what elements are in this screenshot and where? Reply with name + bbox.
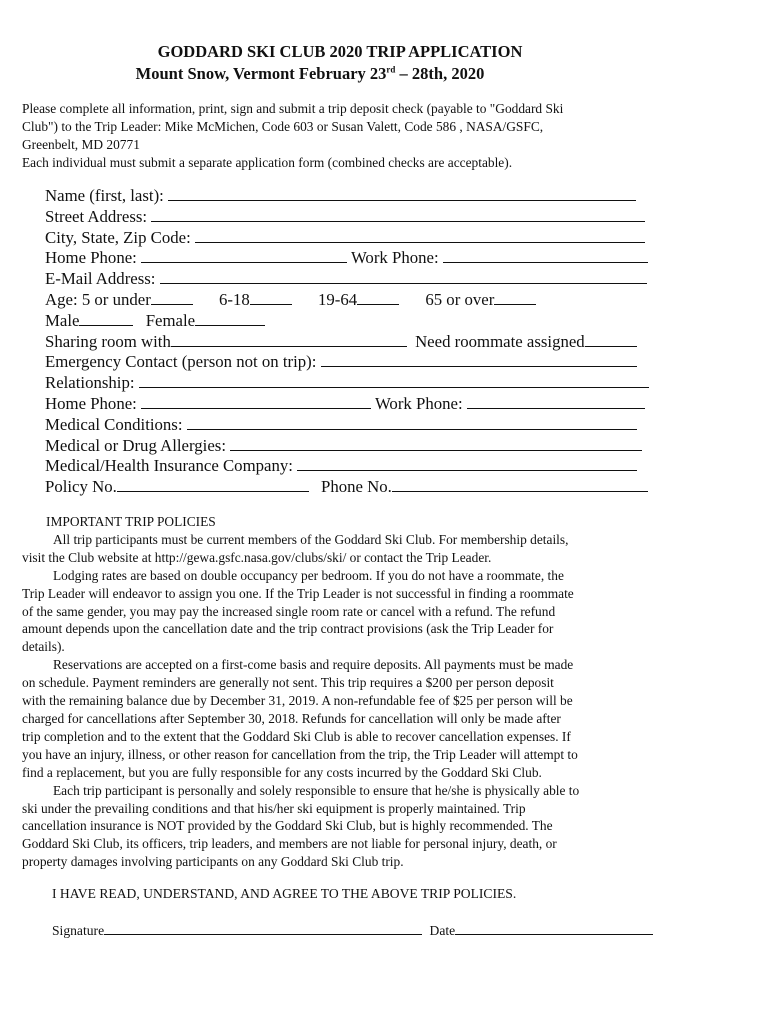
city-label: City, State, Zip Code: [45, 227, 191, 247]
policy-line: with the remaining balance due by December 31, 2019. A non-refundable fee of $25 per person will be [22, 693, 573, 709]
age-5-label: 5 or under [81, 289, 151, 309]
street-label: Street Address: [45, 206, 148, 226]
subtitle-dates: – 28th, 2020 [395, 64, 485, 83]
name-row [45, 185, 665, 206]
age-row [45, 289, 665, 310]
policy-line: Trip Leader will endeavor to assign you one. If the Trip Leader is not successful in finding a roommate [22, 585, 574, 601]
policy-label: Policy No. [45, 477, 117, 497]
instruction-line: Please complete all information, print, sign and submit a trip deposit check (payable to "Goddard Ski [22, 101, 564, 116]
sharing-label: Sharing room with [45, 331, 171, 351]
roommate-label: Need roommate assigned [415, 331, 585, 351]
age-6-18-label: 6-18 [219, 289, 250, 309]
emergency-label: Emergency Contact (person not on trip): [45, 352, 317, 372]
policy-line: cancellation insurance is NOT provided by the Goddard Ski Club, but is highly recommended. The [22, 818, 553, 834]
medical-field[interactable] [187, 414, 637, 430]
city-row [45, 227, 665, 248]
policy-line: All trip participants must be current members of the Goddard Ski Club. For membership details, [53, 531, 569, 547]
policies-heading: IMPORTANT TRIP POLICIES [46, 514, 216, 529]
age-5-field[interactable] [151, 289, 193, 305]
subtitle-superscript: rd [386, 64, 396, 75]
instruction-line: Greenbelt, MD 20771 [22, 137, 140, 152]
policy-line: details). [22, 639, 65, 655]
male-label: Male [45, 310, 80, 330]
age-65-field[interactable] [494, 289, 536, 305]
policy-line: charged for cancellations after September 30, 2018. Refunds for cancellation will only be made after [22, 710, 561, 726]
street-field[interactable] [151, 206, 645, 222]
age-19-64-field[interactable] [357, 289, 399, 305]
emergency-field[interactable] [321, 351, 637, 367]
policy-line: of the same gender, you may pay the increased single room rate or cancel with a refund. The refund [22, 603, 556, 619]
age-6-18-field[interactable] [250, 289, 292, 305]
policy-line: Each trip participant is personally and solely responsible to ensure that he/she is physically able to [53, 782, 580, 798]
policy-line: find a replacement, but you are fully responsible for any costs incurred by the Goddard Ski Club. [22, 764, 542, 780]
instructions [22, 100, 662, 172]
medical-row [45, 414, 665, 435]
sharing-field[interactable] [171, 331, 407, 347]
allergies-field[interactable] [230, 435, 642, 451]
signature-label: Signature [52, 923, 105, 938]
policy-line: Goddard Ski Club, its officers, trip leaders, and members are not liable for personal injury, death, or [22, 836, 557, 852]
allergies-row [45, 435, 665, 456]
relationship-label: Relationship: [45, 373, 135, 393]
work-phone-field-2[interactable] [467, 393, 645, 409]
work-phone-field[interactable] [443, 247, 648, 263]
age-65-label: 65 or over [425, 289, 495, 309]
signature-row [52, 922, 653, 939]
policy-line: Reservations are accepted on a first-come basis and require deposits. All payments must be made [53, 657, 574, 673]
instruction-line: Each individual must submit a separate application form (combined checks are acceptable). [22, 155, 513, 170]
phone-row [45, 247, 665, 268]
gender-row [45, 310, 665, 331]
policy-row [45, 476, 665, 497]
email-row [45, 268, 665, 289]
phone-no-label: Phone No. [321, 477, 392, 497]
trip-subtitle [0, 64, 620, 84]
age-19-64-label: 19-64 [317, 289, 358, 309]
policy-line: ski under the prevailing conditions and that his/her ski equipment is properly maintained. Trip [22, 800, 526, 816]
signature-field[interactable] [104, 922, 422, 935]
policy-field[interactable] [117, 476, 309, 492]
insurance-label: Medical/Health Insurance Company: [45, 456, 293, 476]
page-title: GODDARD SKI CLUB 2020 TRIP APPLICATION [157, 42, 523, 61]
home-phone-label-2: Home Phone: [45, 393, 137, 413]
policy-line: on schedule. Payment reminders are generally not sent. This trip requires a $200 per person deposit [22, 675, 554, 691]
emergency-row [45, 351, 665, 372]
home-phone-label: Home Phone: [45, 248, 137, 268]
allergies-label: Medical or Drug Allergies: [45, 435, 226, 455]
agreement-statement: I HAVE READ, UNDERSTAND, AND AGREE TO THE ABOVE TRIP POLICIES. [52, 886, 517, 901]
street-row [45, 206, 665, 227]
subtitle-text: Mount Snow, Vermont February 23 [135, 64, 387, 83]
policy-line: trip completion and to the extent that the Goddard Ski Club is able to recover cancellation expenses. If [22, 728, 571, 744]
policy-line: amount depends upon the cancellation date and the trip contract provisions (ask the Trip Leader for [22, 621, 554, 637]
insurance-row [45, 455, 665, 476]
home-phone-field[interactable] [141, 247, 347, 263]
roommate-field[interactable] [585, 331, 637, 347]
trip-policies [22, 513, 662, 871]
female-label: Female [145, 310, 196, 330]
policy-line: Lodging rates are based on double occupancy per bedroom. If you do not have a roommate, the [53, 567, 564, 583]
age-label: Age: [45, 289, 78, 309]
date-field[interactable] [455, 922, 653, 935]
date-label: Date [429, 923, 456, 938]
phone-row-2 [45, 393, 665, 414]
email-label: E-Mail Address: [45, 269, 156, 289]
policy-line: property damages involving participants on any Goddard Ski Club trip. [22, 854, 404, 870]
policy-line: you have an injury, illness, or other reason for cancellation from the trip, the Trip Leader will attempt to [22, 746, 578, 762]
name-field[interactable] [168, 185, 636, 201]
policy-line: visit the Club website at http://gewa.gsfc.nasa.gov/clubs/ski/ or contact the Trip Leader. [22, 549, 492, 565]
application-form [45, 185, 665, 497]
city-field[interactable] [195, 227, 645, 243]
medical-label: Medical Conditions: [45, 414, 183, 434]
male-field[interactable] [79, 310, 133, 326]
relationship-field[interactable] [139, 372, 649, 388]
work-phone-label: Work Phone: [350, 248, 439, 268]
female-field[interactable] [195, 310, 265, 326]
home-phone-field-2[interactable] [141, 393, 371, 409]
work-phone-label-2: Work Phone: [374, 393, 463, 413]
name-label: Name (first, last): [45, 186, 164, 205]
insurance-field[interactable] [297, 455, 637, 471]
instruction-line: Club") to the Trip Leader: Mike McMichen, Code 603 or Susan Valett, Code 586 , NASA/GSFC, [22, 119, 544, 134]
relationship-row [45, 372, 665, 393]
phone-no-field[interactable] [392, 476, 648, 492]
roommate-row [45, 331, 665, 352]
email-field[interactable] [160, 268, 647, 284]
